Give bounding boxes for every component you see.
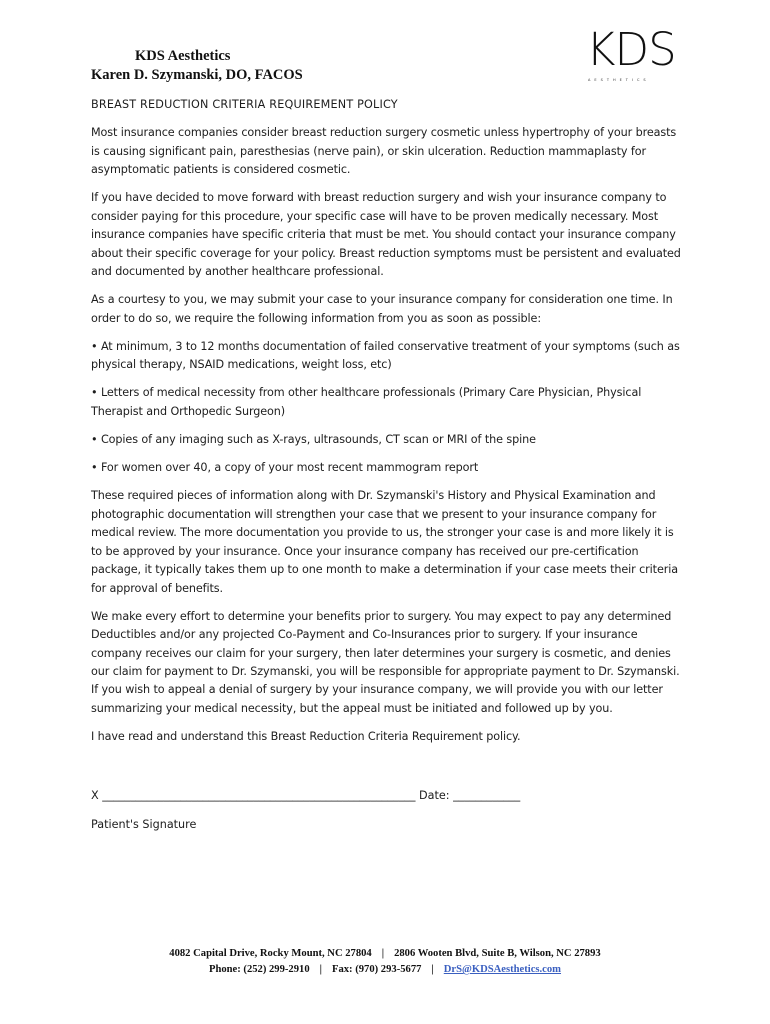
paragraph-benefits: We make every effort to determine your benefits prior to surgery. You may expect to pay any determined Deductibles and/or any projected Co-Payment and Co-Insurances prior to surgery. If your insurance company receives our claim for your surgery, then later determines your surgery is cosmetic, and denies our claim for payment to Dr. Szymanski, you will be responsible for appropriate payment to Dr. Szymanski. If you wish to appeal a denial of surgery by your insurance company, we will provide you with our letter summarizing your medical necessity, but the appeal must be initiated and followed up by you.	[91, 609, 680, 715]
paragraph-insurance-cosmetic: Most insurance companies consider breast reduction surgery cosmetic unless hypertrophy of your breasts is causing significant pain, paresthesias (nerve pain), or skin ulceration. Reduction mammaplasty for asymptomatic patients is considered cosmetic.	[91, 126, 677, 177]
address-rocky-mount: 4082 Capital Drive, Rocky Mount, NC 27804	[169, 948, 372, 959]
paragraph-courtesy-submission: As a courtesy to you, we may submit your case to your insurance company for consideration one time. In order to do so, we require the following information from you as soon as possible:	[91, 293, 673, 325]
footer	[0, 946, 770, 978]
paragraph-medical-necessity: If you have decided to move forward with breast reduction surgery and wish your insurance company to consider paying for this procedure, your specific case will have to be proven medically necessary. Most insurance companies have specific criteria that must be met. You should contact your insurance company about their specific coverage for your policy. Breast reduction symptoms must be persistent and evaluated and documented by another healthcare professional.	[91, 191, 681, 279]
logo-mark: KDS	[586, 23, 676, 76]
signature-line[interactable]: X ________________________________________________________ Date: ____________	[91, 789, 521, 802]
footer-separator: |	[431, 964, 434, 975]
bullet-letters-of-necessity: • Letters of medical necessity from other healthcare professionals (Primary Care Physician, Physical Therapist and Orthopedic Surgeon)	[91, 386, 642, 418]
paragraph-acknowledgement: I have read and understand this Breast Reduction Criteria Requirement policy.	[91, 729, 521, 743]
document-body	[91, 96, 683, 756]
footer-email-link[interactable]: DrS@KDSAesthetics.com	[443, 964, 562, 975]
footer-phone: Phone: (252) 299-2910	[208, 964, 310, 975]
doctor-name: Karen D. Szymanski, DO, FACOS	[91, 67, 303, 83]
practice-name: KDS Aesthetics	[135, 48, 231, 64]
document-title: BREAST REDUCTION CRITERIA REQUIREMENT POLICY	[91, 98, 398, 111]
address-wilson: 2806 Wooten Blvd, Suite B, Wilson, NC 27893	[394, 948, 601, 959]
paragraph-documentation: These required pieces of information along with Dr. Szymanski's History and Physical Examination and photographic documentation will strengthen your case that we present to your insurance company for medical review. The more documentation you provide to us, the stronger your case is and more likely it is to be approved by your insurance. Once your insurance company has received our pre-certification package, it typically takes them up to one month to make a determination if your case meets their criteria for approval of benefits.	[91, 489, 678, 595]
letterhead	[91, 47, 303, 85]
footer-contacts	[0, 962, 770, 978]
footer-addresses	[0, 946, 770, 962]
footer-separator: |	[319, 964, 322, 975]
footer-separator: |	[381, 948, 385, 959]
bullet-conservative-treatment: • At minimum, 3 to 12 months documentation of failed conservative treatment of your symptoms (such as physical therapy, NSAID medications, weight loss, etc)	[91, 339, 680, 372]
footer-fax: Fax: (970) 293-5677	[331, 964, 422, 975]
logo-tagline: AESTHETICS	[588, 78, 650, 82]
kds-logo	[586, 23, 676, 86]
bullet-mammogram: • For women over 40, a copy of your most recent mammogram report	[91, 461, 479, 475]
bullet-imaging: • Copies of any imaging such as X-rays, ultrasounds, CT scan or MRI of the spine	[91, 433, 536, 447]
signature-label: Patient's Signature	[91, 818, 197, 831]
